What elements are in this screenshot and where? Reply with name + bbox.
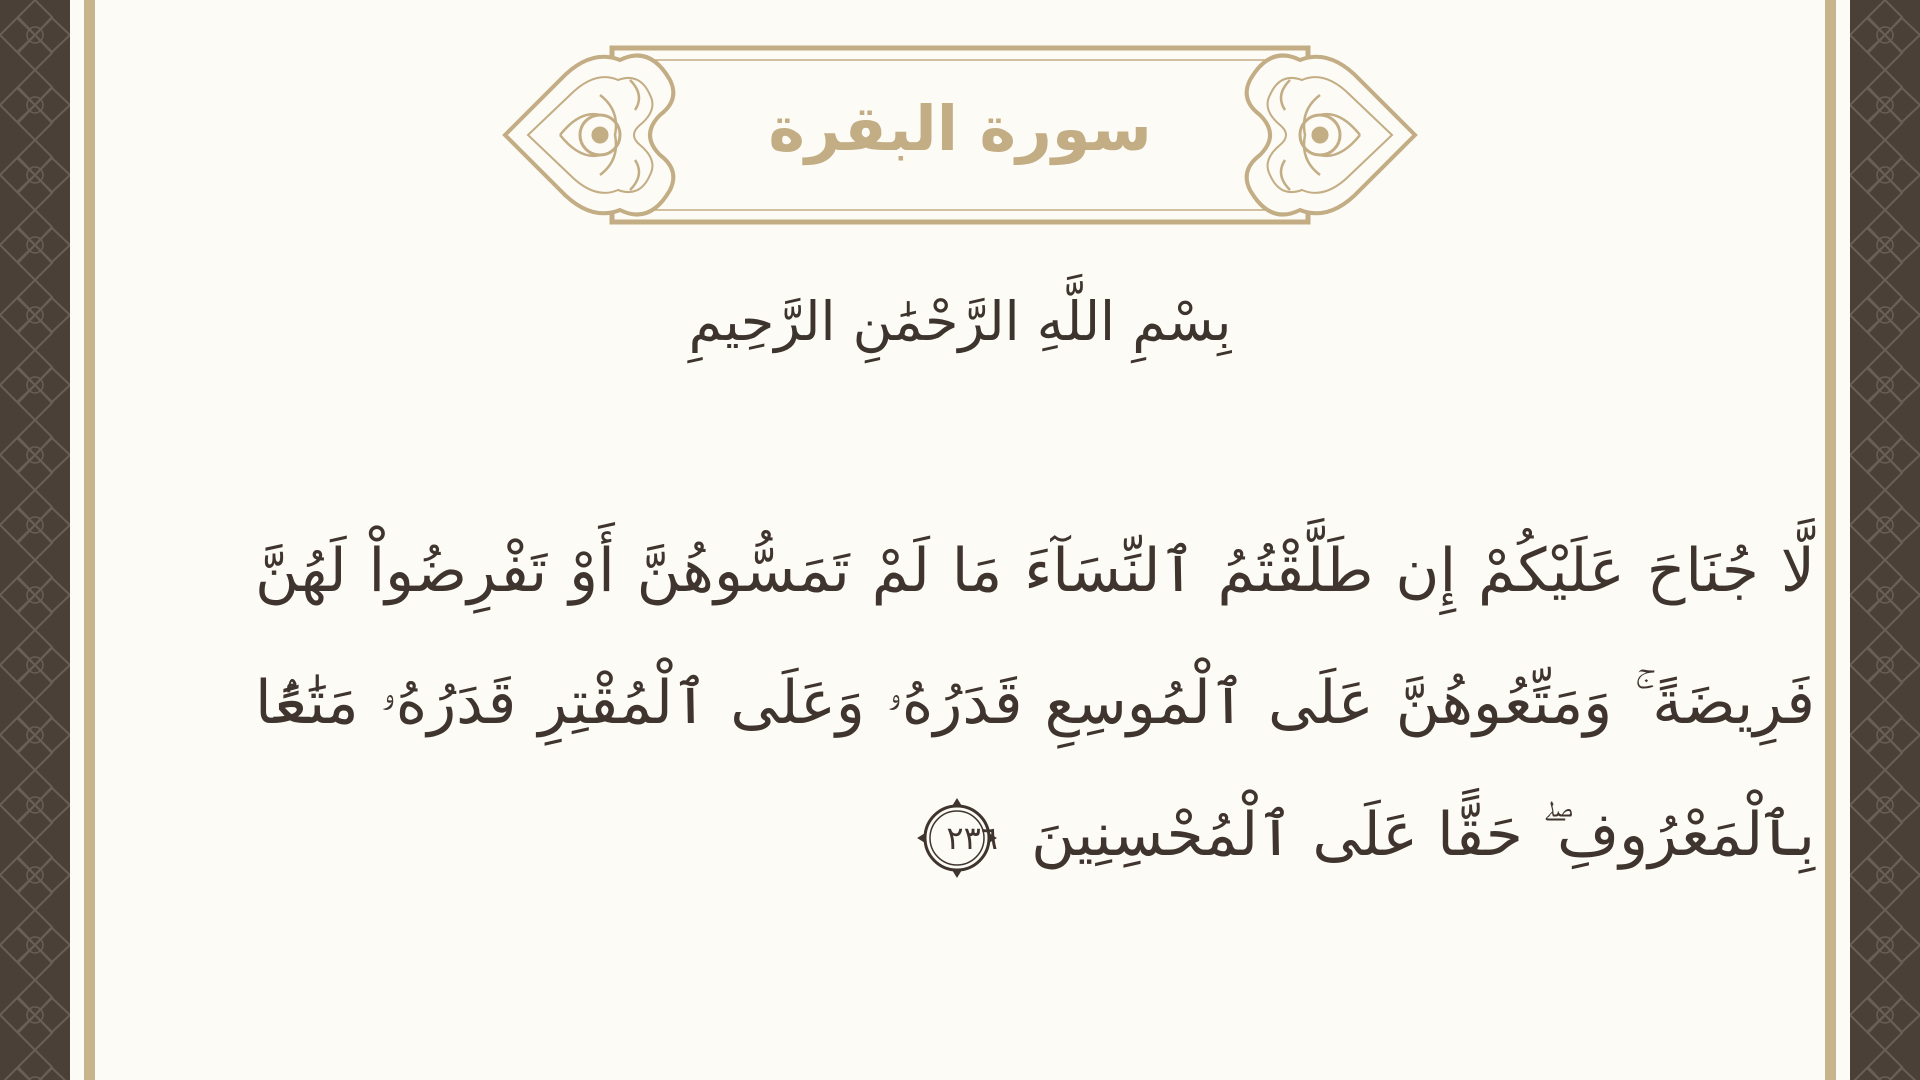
right-inner-margin <box>1836 0 1850 1080</box>
surah-header <box>500 40 1420 230</box>
ayah-end-marker <box>916 797 998 879</box>
left-geometric-border <box>0 0 70 1080</box>
surah-title: سورة البقرة <box>768 92 1152 165</box>
basmala: بِسْمِ اللَّهِ الرَّحْمَٰنِ الرَّحِيمِ <box>688 290 1232 353</box>
verse-text-block <box>255 505 1815 901</box>
ayah-number: ٢٣٦ <box>946 819 998 858</box>
right-gold-rule <box>1825 0 1836 1080</box>
verse-text: لَّا جُنَاحَ عَلَيْكُمْ إِن طَلَّقْتُمُ ٱلنِّسَآءَ مَا لَمْ تَمَسُّوهُنَّ أَوْ تَفْرِضُواْ لَهُنَّ فَرِيضَةً ۚ وَمَتِّعُوهُنَّ عَلَى ٱلْمُوسِعِ قَدَرُهُۥ وَعَلَى ٱلْمُقْتِرِ قَدَرُهُۥ مَتَٰعًۢا بِٱلْمَعْرُوفِ ۖ حَقًّا عَلَى ٱلْمُحْسِنِينَ <box>255 536 1815 870</box>
right-geometric-border <box>1850 0 1920 1080</box>
left-inner-margin <box>70 0 84 1080</box>
left-gold-rule <box>84 0 95 1080</box>
